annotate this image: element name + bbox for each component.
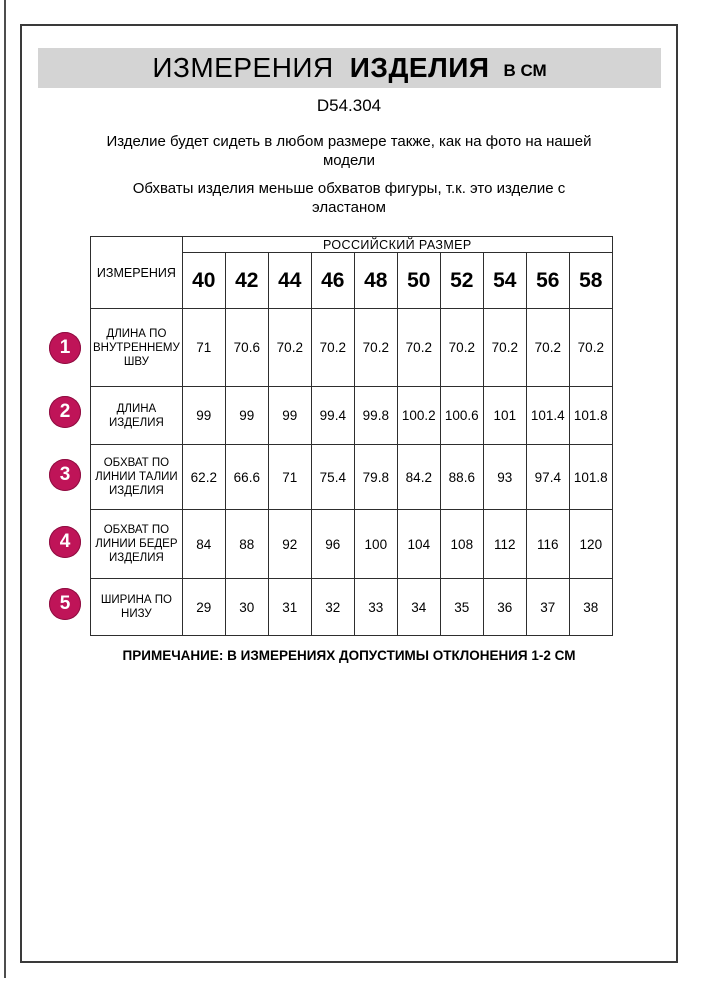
value-cell: 112	[483, 510, 526, 579]
size-header-cell: 42	[225, 253, 268, 309]
value-cell: 31	[268, 579, 311, 636]
title-word-product: ИЗДЕЛИЯ	[349, 52, 490, 83]
value-cell: 84	[182, 510, 225, 579]
table-corner-header: ИЗМЕРЕНИЯ	[91, 237, 183, 309]
value-cell: 71	[182, 309, 225, 387]
size-header-cell: 54	[483, 253, 526, 309]
value-cell: 92	[268, 510, 311, 579]
row-label-cell: ОБХВАТ ПО ЛИНИИ БЕДЕР ИЗДЕЛИЯ	[91, 510, 183, 579]
row-label-cell: ДЛИНА ПО ВНУТРЕННЕМУ ШВУ	[91, 309, 183, 387]
title-word-measurements: ИЗМЕРЕНИЯ	[152, 52, 334, 83]
size-header-cell: 58	[569, 253, 612, 309]
value-cell: 35	[440, 579, 483, 636]
value-cell: 70.2	[397, 309, 440, 387]
size-header-cell: 44	[268, 253, 311, 309]
value-cell: 101.8	[569, 445, 612, 510]
value-cell: 101	[483, 387, 526, 445]
value-cell: 70.2	[483, 309, 526, 387]
value-cell: 99.8	[354, 387, 397, 445]
value-cell: 70.2	[354, 309, 397, 387]
row-marker-1: 1	[49, 332, 81, 364]
measurements-table	[90, 236, 613, 636]
value-cell: 36	[483, 579, 526, 636]
value-cell: 104	[397, 510, 440, 579]
value-cell: 99	[182, 387, 225, 445]
value-cell: 99	[268, 387, 311, 445]
value-cell: 70.2	[440, 309, 483, 387]
value-cell: 100.6	[440, 387, 483, 445]
row-marker-4: 4	[49, 526, 81, 558]
value-cell: 116	[526, 510, 569, 579]
value-cell: 100.2	[397, 387, 440, 445]
value-cell: 99.4	[311, 387, 354, 445]
value-cell: 101.4	[526, 387, 569, 445]
value-cell: 70.6	[225, 309, 268, 387]
value-cell: 120	[569, 510, 612, 579]
value-cell: 101.8	[569, 387, 612, 445]
size-header-cell: 56	[526, 253, 569, 309]
value-cell: 32	[311, 579, 354, 636]
value-cell: 62.2	[182, 445, 225, 510]
value-cell: 96	[311, 510, 354, 579]
title-unit-cm: В СМ	[503, 61, 547, 80]
value-cell: 84.2	[397, 445, 440, 510]
table-row	[91, 309, 613, 387]
value-cell: 93	[483, 445, 526, 510]
product-code: D54.304	[316, 96, 382, 115]
size-group-header: РОССИЙСКИЙ РАЗМЕР	[182, 237, 612, 253]
size-header-cell: 40	[182, 253, 225, 309]
value-cell: 70.2	[311, 309, 354, 387]
table-row	[91, 579, 613, 636]
size-header-cell: 48	[354, 253, 397, 309]
size-header-cell: 52	[440, 253, 483, 309]
value-cell: 70.2	[526, 309, 569, 387]
row-label-cell: ШИРИНА ПО НИЗУ	[91, 579, 183, 636]
value-cell: 34	[397, 579, 440, 636]
value-cell: 71	[268, 445, 311, 510]
table-header-row-group	[91, 237, 613, 253]
value-cell: 66.6	[225, 445, 268, 510]
value-cell: 70.2	[569, 309, 612, 387]
value-cell: 37	[526, 579, 569, 636]
value-cell: 79.8	[354, 445, 397, 510]
title-bar	[38, 48, 661, 88]
page-edge-line	[4, 0, 6, 978]
row-label-cell: ДЛИНА ИЗДЕЛИЯ	[91, 387, 183, 445]
row-marker-5: 5	[49, 588, 81, 620]
value-cell: 88.6	[440, 445, 483, 510]
elastane-note-paragraph: Обхваты изделия меньше обхватов фигуры, т.к. это изделие с эластаном	[132, 180, 566, 216]
value-cell: 33	[354, 579, 397, 636]
value-cell: 88	[225, 510, 268, 579]
size-header-cell: 50	[397, 253, 440, 309]
row-marker-3: 3	[49, 459, 81, 491]
table-row	[91, 510, 613, 579]
value-cell: 30	[225, 579, 268, 636]
table-row	[91, 387, 613, 445]
fit-note-paragraph: Изделие будет сидеть в любом размере также, как на фото на нашей модели	[106, 133, 592, 169]
row-marker-2: 2	[49, 396, 81, 428]
value-cell: 100	[354, 510, 397, 579]
value-cell: 99	[225, 387, 268, 445]
tolerance-footnote: ПРИМЕЧАНИЕ: В ИЗМЕРЕНИЯХ ДОПУСТИМЫ ОТКЛОНЕНИЯ 1-2 СМ	[122, 648, 576, 663]
value-cell: 29	[182, 579, 225, 636]
table-row	[91, 445, 613, 510]
size-header-cell: 46	[311, 253, 354, 309]
value-cell: 97.4	[526, 445, 569, 510]
value-cell: 75.4	[311, 445, 354, 510]
row-label-cell: ОБХВАТ ПО ЛИНИИ ТАЛИИ ИЗДЕЛИЯ	[91, 445, 183, 510]
value-cell: 70.2	[268, 309, 311, 387]
value-cell: 108	[440, 510, 483, 579]
value-cell: 38	[569, 579, 612, 636]
